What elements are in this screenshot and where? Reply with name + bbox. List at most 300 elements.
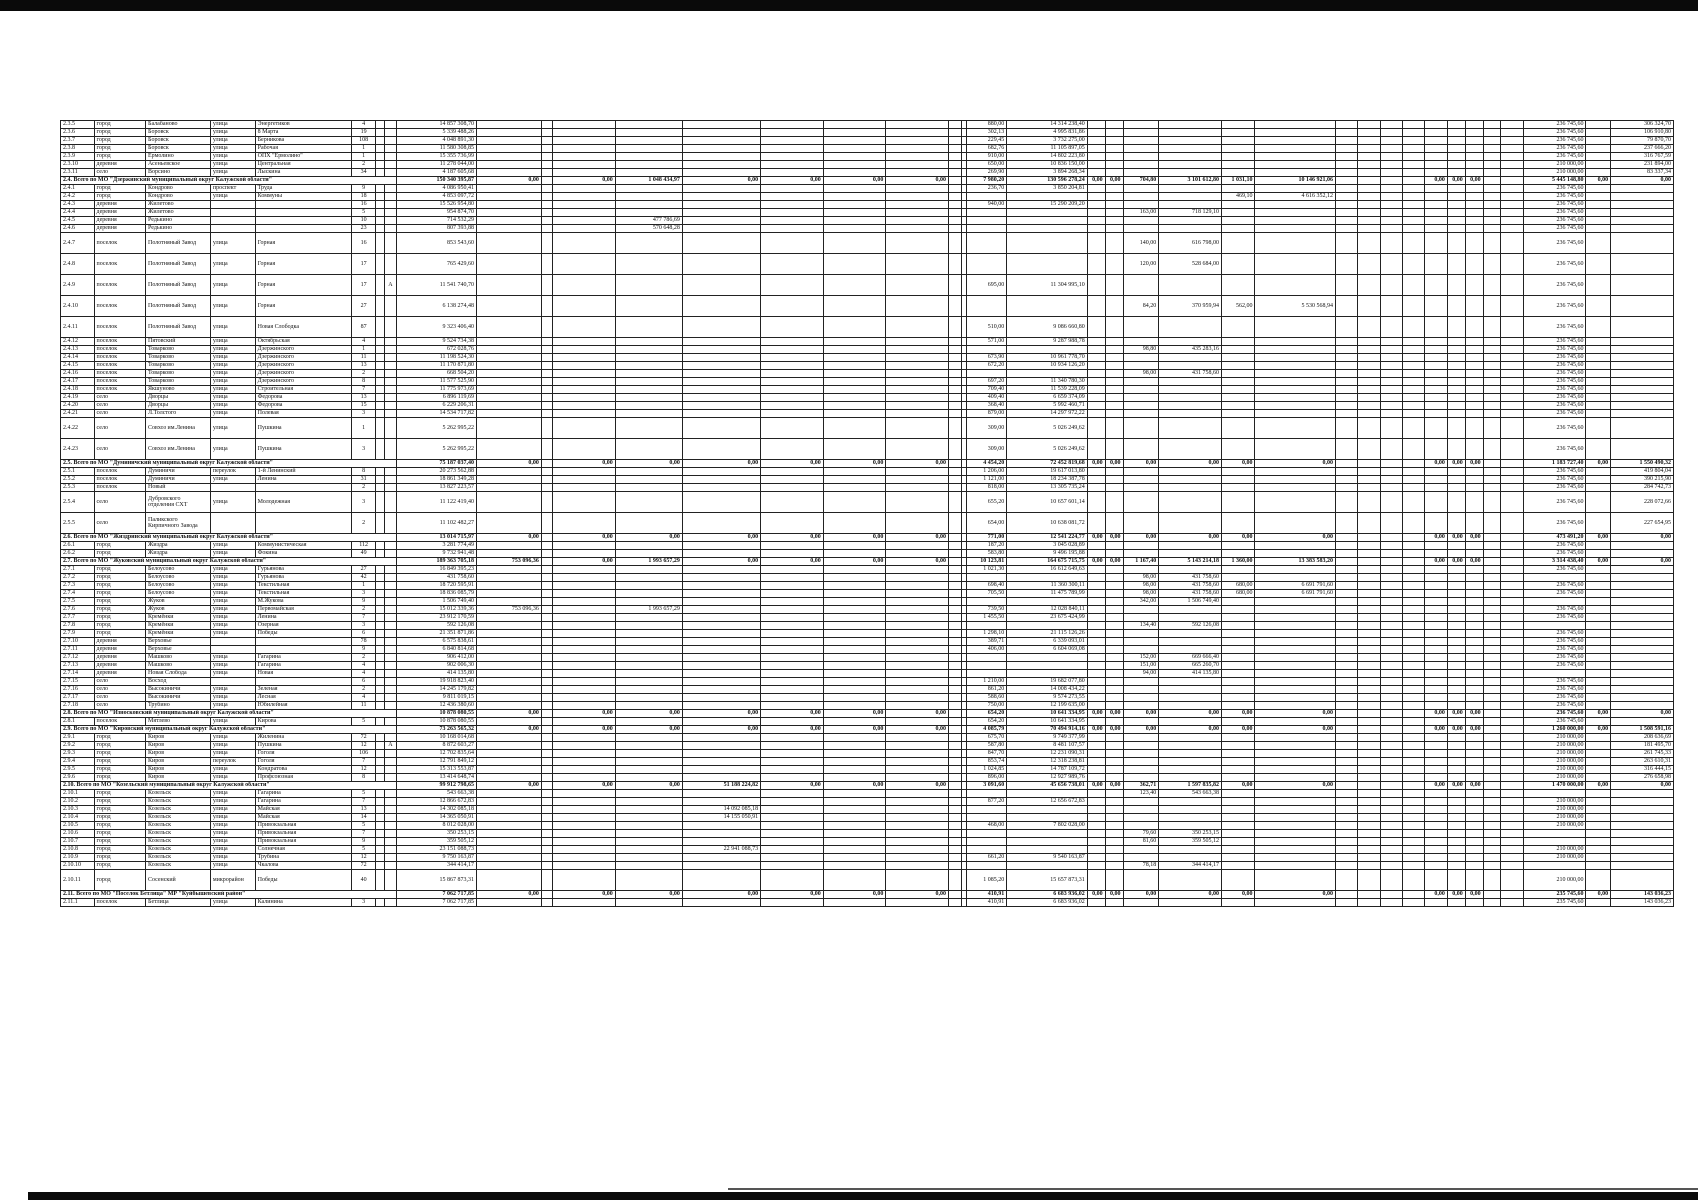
table-cell: 231 894,00 — [1611, 161, 1674, 169]
table-cell — [1336, 558, 1358, 566]
table-row — [61, 742, 1674, 750]
table-cell — [1105, 476, 1123, 484]
table-cell — [1586, 574, 1611, 582]
table-cell — [1087, 346, 1105, 354]
table-cell — [1380, 598, 1402, 606]
table-cell — [1159, 402, 1222, 410]
table-cell — [1358, 662, 1380, 670]
table-cell: 6 575 838,61 — [396, 638, 477, 646]
table-cell — [1380, 891, 1402, 899]
table-cell — [1358, 718, 1380, 726]
table-cell — [385, 354, 396, 362]
table-cell — [1447, 550, 1465, 558]
table-cell: 477 786,69 — [615, 217, 682, 225]
table-cell: поселок — [94, 254, 145, 275]
table-cell — [966, 662, 1006, 670]
table-cell: 2.3.11 — [61, 169, 95, 177]
table-cell — [1159, 201, 1222, 209]
table-cell: микрорайон — [210, 870, 255, 891]
table-cell — [376, 513, 385, 534]
table-cell — [823, 121, 886, 129]
table-cell — [886, 790, 949, 798]
table-cell: Озерная — [255, 622, 351, 630]
table-cell — [1358, 439, 1380, 460]
table-cell — [1087, 830, 1105, 838]
table-cell: 12 791 849,12 — [396, 758, 477, 766]
table-cell: 208 636,69 — [1611, 734, 1674, 742]
table-cell: 236 745,60 — [1523, 638, 1586, 646]
table-cell — [553, 317, 616, 338]
subtotal-row — [61, 534, 1674, 542]
table-cell — [1380, 678, 1402, 686]
table-cell — [1255, 542, 1336, 550]
table-cell: 1 508 591,16 — [1611, 726, 1674, 734]
table-cell — [553, 296, 616, 317]
table-cell — [1007, 654, 1088, 662]
table-cell — [761, 121, 824, 129]
table-cell — [1611, 830, 1674, 838]
table-cell — [966, 806, 1006, 814]
table-cell — [761, 574, 824, 582]
table-cell: 0,00 — [1465, 782, 1483, 790]
table-cell: Козельск — [146, 830, 211, 838]
table-cell — [1221, 338, 1255, 346]
table-cell — [1105, 854, 1123, 862]
table-cell: 0,00 — [1447, 710, 1465, 718]
table-cell — [255, 646, 351, 654]
table-cell — [1425, 394, 1447, 402]
table-cell — [1255, 217, 1336, 225]
table-cell — [1380, 201, 1402, 209]
table-cell — [210, 225, 255, 233]
table-cell — [1380, 558, 1402, 566]
table-cell — [1105, 758, 1123, 766]
table-cell — [1586, 386, 1611, 394]
table-cell — [1447, 574, 1465, 582]
table-cell — [1123, 137, 1159, 145]
table-cell — [1159, 193, 1222, 201]
table-cell — [1358, 177, 1380, 185]
table-cell — [1336, 217, 1358, 225]
table-cell — [1483, 590, 1501, 598]
table-cell: 705,50 — [966, 590, 1006, 598]
table-cell — [1123, 217, 1159, 225]
table-cell: улица — [210, 734, 255, 742]
table-cell — [1336, 590, 1358, 598]
table-cell — [1105, 513, 1123, 534]
table-cell — [949, 622, 962, 630]
table-cell: город — [94, 145, 145, 153]
table-cell: 765 429,60 — [396, 254, 477, 275]
table-cell — [615, 854, 682, 862]
table-cell — [886, 622, 949, 630]
table-cell — [1087, 513, 1105, 534]
table-cell — [886, 630, 949, 638]
table-cell: 0,00 — [682, 558, 760, 566]
table-cell — [1586, 846, 1611, 854]
table-cell — [1403, 614, 1425, 622]
table-row — [61, 378, 1674, 386]
table-cell — [385, 750, 396, 758]
table-cell: 236 745,60 — [1523, 201, 1586, 209]
table-cell: 2.4.8 — [61, 254, 95, 275]
table-cell — [886, 386, 949, 394]
table-cell — [1465, 129, 1483, 137]
table-cell — [1501, 534, 1523, 542]
table-row — [61, 217, 1674, 225]
table-cell: 16 — [351, 201, 376, 209]
table-cell — [1358, 806, 1380, 814]
table-cell — [1483, 513, 1501, 534]
table-cell: 0,00 — [886, 460, 949, 468]
table-cell — [553, 193, 616, 201]
table-cell: 3 850 204,81 — [1007, 185, 1088, 193]
table-cell — [1336, 476, 1358, 484]
table-cell: село — [94, 678, 145, 686]
table-cell — [1425, 846, 1447, 854]
table-cell: улица — [210, 718, 255, 726]
table-cell — [1465, 742, 1483, 750]
table-cell — [1586, 814, 1611, 822]
table-cell: город — [94, 614, 145, 622]
table-cell — [1123, 870, 1159, 891]
table-cell: 0,00 — [1159, 710, 1222, 718]
table-cell — [1105, 790, 1123, 798]
table-cell — [1465, 254, 1483, 275]
table-cell — [1483, 394, 1501, 402]
table-row — [61, 121, 1674, 129]
table-cell: 10 123,81 — [966, 558, 1006, 566]
table-cell: город — [94, 750, 145, 758]
table-cell — [1483, 129, 1501, 137]
table-cell — [682, 774, 760, 782]
table-cell: 19 — [351, 129, 376, 137]
table-cell — [1336, 630, 1358, 638]
table-cell — [1221, 694, 1255, 702]
table-cell — [1358, 550, 1380, 558]
table-cell: 10 934 126,20 — [1007, 362, 1088, 370]
table-cell: 42 — [351, 574, 376, 582]
table-cell — [1403, 254, 1425, 275]
table-cell — [949, 275, 962, 296]
table-cell — [553, 542, 616, 550]
table-cell — [682, 354, 760, 362]
table-cell — [385, 798, 396, 806]
table-cell: 11 340 780,30 — [1007, 378, 1088, 386]
table-cell: Дзержинского — [255, 378, 351, 386]
table-cell: поселок — [94, 362, 145, 370]
table-cell — [1336, 899, 1358, 907]
table-cell: 2.10.3 — [61, 806, 95, 814]
table-cell — [761, 378, 824, 386]
table-cell — [1403, 646, 1425, 654]
table-cell — [1403, 790, 1425, 798]
table-cell: 1 506 749,40 — [1159, 598, 1222, 606]
table-cell: 0,00 — [1123, 710, 1159, 718]
table-cell: 19 918 823,40 — [396, 678, 477, 686]
table-cell — [1483, 814, 1501, 822]
table-cell — [553, 346, 616, 354]
table-cell: 13 — [351, 394, 376, 402]
table-cell — [376, 582, 385, 590]
table-cell: Киров — [146, 750, 211, 758]
table-cell: 0,00 — [553, 710, 616, 718]
table-cell — [1105, 742, 1123, 750]
table-cell — [477, 590, 542, 598]
table-cell — [1501, 814, 1523, 822]
table-cell — [1501, 726, 1523, 734]
table-cell — [1586, 582, 1611, 590]
table-cell: 4 — [351, 694, 376, 702]
table-cell — [255, 225, 351, 233]
table-cell — [949, 614, 962, 622]
table-cell: 0,00 — [1586, 782, 1611, 790]
table-cell: 714 532,29 — [396, 217, 477, 225]
table-cell — [553, 137, 616, 145]
table-cell — [1105, 129, 1123, 137]
table-cell: 236 745,60 — [1523, 378, 1586, 386]
table-cell — [1611, 590, 1674, 598]
table-cell — [385, 193, 396, 201]
table-cell: 4 — [351, 670, 376, 678]
table-cell — [1358, 217, 1380, 225]
table-cell: 1 597 835,82 — [1159, 782, 1222, 790]
table-cell — [615, 484, 682, 492]
table-cell — [1465, 582, 1483, 590]
table-cell — [1447, 254, 1465, 275]
table-cell: 2.4.4 — [61, 209, 95, 217]
table-cell — [823, 492, 886, 513]
table-cell: 0,00 — [1123, 726, 1159, 734]
table-cell — [949, 513, 962, 534]
table-cell — [1403, 542, 1425, 550]
table-cell: 306 324,70 — [1611, 121, 1674, 129]
table-cell — [886, 378, 949, 386]
table-cell — [1336, 686, 1358, 694]
table-cell: 3 732 275,00 — [1007, 137, 1088, 145]
table-cell — [761, 622, 824, 630]
table-cell: 316 444,15 — [1611, 766, 1674, 774]
table-cell — [1159, 742, 1222, 750]
subtotal-row — [61, 558, 1674, 566]
table-cell — [477, 386, 542, 394]
table-cell: 13 — [351, 806, 376, 814]
table-cell: 0,00 — [1586, 177, 1611, 185]
table-cell: 2 — [351, 654, 376, 662]
table-cell — [823, 702, 886, 710]
table-cell — [1255, 476, 1336, 484]
table-cell — [1586, 201, 1611, 209]
table-cell — [1403, 378, 1425, 386]
table-cell — [1087, 742, 1105, 750]
table-cell — [1447, 830, 1465, 838]
table-cell — [1403, 782, 1425, 790]
table-cell: 98,00 — [1123, 590, 1159, 598]
table-cell: 8 Марта — [255, 129, 351, 137]
table-cell: 0,00 — [1255, 782, 1336, 790]
table-cell — [1087, 153, 1105, 161]
table-cell: 5 445 148,80 — [1523, 177, 1586, 185]
table-row — [61, 153, 1674, 161]
table-cell: Козельск — [146, 838, 211, 846]
table-cell — [615, 638, 682, 646]
table-cell — [376, 590, 385, 598]
table-cell: 236 745,60 — [1523, 317, 1586, 338]
table-cell: 0,00 — [1087, 710, 1105, 718]
table-cell — [477, 662, 542, 670]
table-cell: 9 732 941,48 — [396, 550, 477, 558]
table-cell: село — [94, 686, 145, 694]
table-cell — [1425, 830, 1447, 838]
table-cell: 753 096,36 — [477, 606, 542, 614]
table-cell: Гагарина — [255, 662, 351, 670]
table-cell — [1586, 670, 1611, 678]
table-cell — [761, 145, 824, 153]
table-cell: 0,00 — [1087, 460, 1105, 468]
table-cell — [1336, 370, 1358, 378]
table-cell — [949, 193, 962, 201]
table-cell: 562,00 — [1221, 296, 1255, 317]
table-cell: 1 024,85 — [966, 766, 1006, 774]
table-cell — [1501, 582, 1523, 590]
table-cell: Гагарина — [255, 654, 351, 662]
table-cell — [1465, 201, 1483, 209]
table-cell — [385, 806, 396, 814]
table-cell — [1105, 806, 1123, 814]
table-cell — [682, 590, 760, 598]
subtotal-row — [61, 891, 1674, 899]
table-cell — [541, 846, 552, 854]
table-cell: 5 143 214,18 — [1159, 558, 1222, 566]
table-cell: 0,00 — [1105, 782, 1123, 790]
table-cell: 152,00 — [1123, 654, 1159, 662]
table-cell — [1465, 121, 1483, 129]
table-cell — [1403, 702, 1425, 710]
table-cell — [1425, 439, 1447, 460]
table-cell: 15 — [351, 402, 376, 410]
table-cell — [1465, 718, 1483, 726]
table-cell — [682, 854, 760, 862]
table-cell — [949, 317, 962, 338]
table-cell — [886, 734, 949, 742]
table-cell — [615, 862, 682, 870]
table-cell — [1447, 513, 1465, 534]
table-cell — [1501, 678, 1523, 686]
table-cell — [1159, 386, 1222, 394]
table-cell — [541, 654, 552, 662]
table-cell — [1159, 638, 1222, 646]
table-cell — [1159, 630, 1222, 638]
table-row — [61, 225, 1674, 233]
table-cell — [1403, 460, 1425, 468]
table-cell: 235 745,60 — [1523, 891, 1586, 899]
table-cell — [615, 169, 682, 177]
table-cell: 236 745,60 — [1523, 153, 1586, 161]
table-cell: Зеленая — [255, 686, 351, 694]
table-cell — [1105, 694, 1123, 702]
table-cell — [1105, 145, 1123, 153]
table-cell — [1465, 362, 1483, 370]
table-cell — [376, 169, 385, 177]
table-cell — [1221, 638, 1255, 646]
table-cell — [682, 169, 760, 177]
table-cell — [1447, 838, 1465, 846]
table-cell: 0,00 — [1105, 710, 1123, 718]
table-cell — [1336, 161, 1358, 169]
table-cell — [823, 662, 886, 670]
table-cell — [949, 750, 962, 758]
table-cell — [886, 317, 949, 338]
table-cell — [886, 750, 949, 758]
table-cell — [1221, 275, 1255, 296]
table-cell — [477, 742, 542, 750]
table-cell — [1447, 630, 1465, 638]
table-cell — [1255, 574, 1336, 582]
table-cell — [477, 814, 542, 822]
table-cell — [1221, 233, 1255, 254]
table-cell: 1 — [351, 153, 376, 161]
table-cell: 7 — [351, 798, 376, 806]
table-cell: 0,00 — [1221, 891, 1255, 899]
table-cell — [1159, 121, 1222, 129]
table-cell: Гурьянова — [255, 566, 351, 574]
table-cell — [1255, 338, 1336, 346]
table-cell — [1255, 662, 1336, 670]
table-cell: 2.4.12 — [61, 338, 95, 346]
table-cell: улица — [210, 410, 255, 418]
table-cell: город — [94, 838, 145, 846]
table-cell — [615, 646, 682, 654]
table-cell: 236 745,60 — [1523, 678, 1586, 686]
table-cell — [615, 233, 682, 254]
table-cell — [1380, 534, 1402, 542]
table-cell — [1380, 209, 1402, 217]
table-cell: 236 745,60 — [1523, 193, 1586, 201]
table-cell — [949, 606, 962, 614]
table-cell — [385, 734, 396, 742]
table-cell — [1336, 418, 1358, 439]
table-cell — [1501, 386, 1523, 394]
table-cell: 0,00 — [761, 891, 824, 899]
table-cell — [615, 402, 682, 410]
table-cell — [1586, 233, 1611, 254]
table-cell: 75 187 037,40 — [396, 460, 477, 468]
table-cell: ОПХ "Ермолино" — [255, 153, 351, 161]
table-cell: Привокзальная — [255, 830, 351, 838]
table-cell — [1336, 566, 1358, 574]
table-cell — [1501, 378, 1523, 386]
table-cell — [1483, 638, 1501, 646]
table-cell — [1221, 742, 1255, 750]
table-cell — [966, 598, 1006, 606]
table-cell — [1586, 870, 1611, 891]
table-cell: 6 — [351, 678, 376, 686]
table-cell — [1358, 750, 1380, 758]
table-cell: улица — [210, 582, 255, 590]
table-cell: 0,00 — [1586, 534, 1611, 542]
table-row — [61, 410, 1674, 418]
table-cell — [1483, 225, 1501, 233]
table-cell — [1447, 566, 1465, 574]
table-cell: 669 666,40 — [1159, 654, 1222, 662]
table-cell — [1358, 782, 1380, 790]
table-cell — [1380, 346, 1402, 354]
table-cell: 0,00 — [1255, 710, 1336, 718]
table-cell: Ленина — [255, 614, 351, 622]
table-cell — [761, 774, 824, 782]
table-cell: 2.9.3 — [61, 750, 95, 758]
table-cell — [1447, 145, 1465, 153]
